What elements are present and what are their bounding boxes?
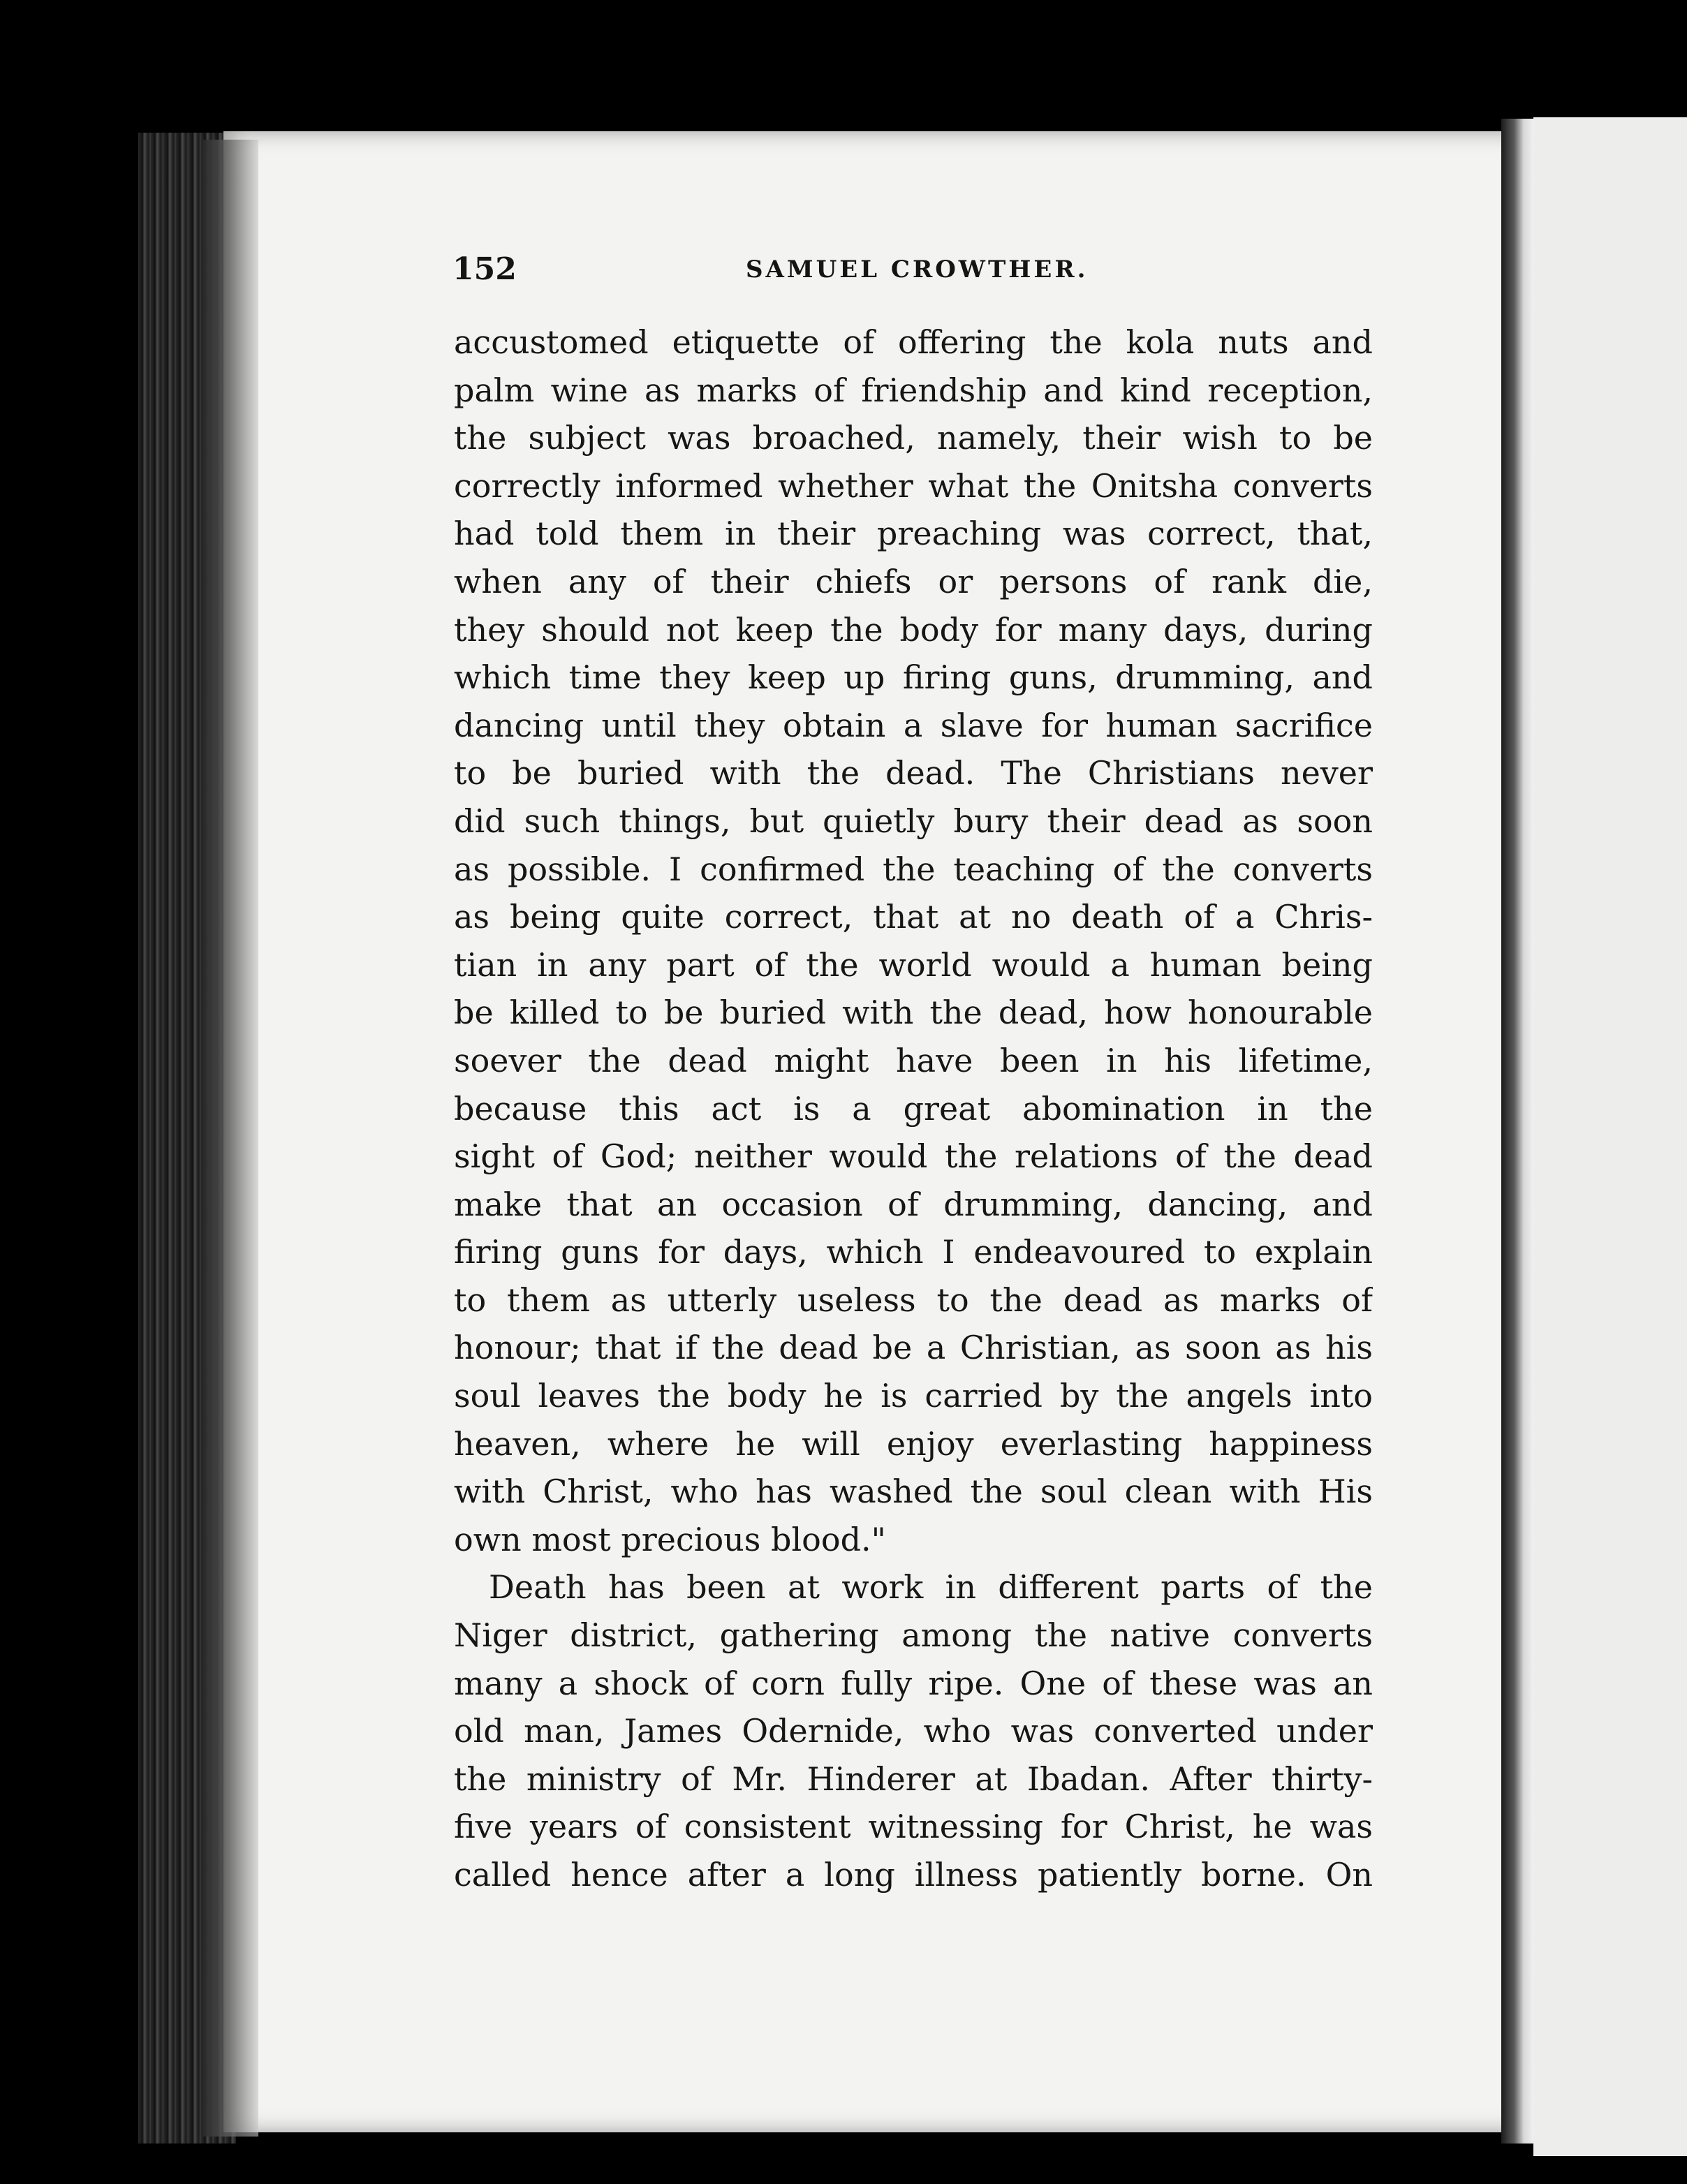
book-spine-gutter xyxy=(1501,119,1533,2144)
text-line: the ministry of Mr. Hinderer at Ibadan. After thirty- xyxy=(454,1759,1373,1798)
text-line: had told them in their preaching was correct, that, xyxy=(454,515,1373,553)
text-line: Death has been at work in different parts of the xyxy=(489,1568,1373,1607)
text-line: old man, James Odernide, who was converted under xyxy=(454,1712,1373,1750)
text-line: correctly informed whether what the Onitsha converts xyxy=(454,466,1373,505)
text-line: to them as utterly useless to the dead as marks of xyxy=(454,1281,1373,1319)
text-line: they should not keep the body for many days, during xyxy=(454,610,1373,649)
text-line: accustomed etiquette of offering the kola nuts and xyxy=(454,323,1373,361)
text-line: to be buried with the dead. The Christians never xyxy=(454,754,1373,792)
gutter-shadow xyxy=(202,140,258,2137)
text-line: called hence after a long illness patiently borne. On xyxy=(454,1856,1373,1894)
text-line: heaven, where he will enjoy everlasting happiness xyxy=(454,1424,1373,1463)
text-line: soul leaves the body he is carried by the angels into xyxy=(454,1377,1373,1415)
text-line: honour; that if the dead be a Christian, as soon as his xyxy=(454,1329,1373,1367)
text-line: as being quite correct, that at no death of a Chris- xyxy=(454,898,1373,936)
text-line: with Christ, who has washed the soul clean with His xyxy=(454,1473,1373,1511)
text-line: palm wine as marks of friendship and kind reception, xyxy=(454,371,1373,409)
text-line: make that an occasion of drumming, dancing, and xyxy=(454,1185,1373,1223)
text-line: tian in any part of the world would a human being xyxy=(454,945,1373,984)
text-line: which time they keep up firing guns, drumming, and xyxy=(454,658,1373,697)
text-line: own most precious blood." xyxy=(454,1520,886,1558)
text-line: firing guns for days, which I endeavoured to explain xyxy=(454,1233,1373,1271)
running-head: SAMUEL CROWTHER. xyxy=(746,256,1089,283)
body-text xyxy=(454,318,1373,1899)
text-line: as possible. I confirmed the teaching of the converts xyxy=(454,850,1373,888)
text-line: soever the dead might have been in his lifetime, xyxy=(454,1041,1373,1079)
text-line: many a shock of corn fully ripe. One of these was an xyxy=(454,1664,1373,1702)
page-number: 152 xyxy=(452,251,517,287)
text-line: dancing until they obtain a slave for human sacrifice xyxy=(454,706,1373,744)
facing-page-edge xyxy=(1533,117,1687,2156)
text-line: Niger district, gathering among the native converts xyxy=(454,1616,1373,1655)
text-line: sight of God; neither would the relations of the dead xyxy=(454,1137,1373,1176)
text-line: did such things, but quietly bury their dead as soon xyxy=(454,802,1373,840)
text-line: five years of consistent witnessing for Christ, he was xyxy=(454,1808,1373,1846)
text-line: be killed to be buried with the dead, how honourable xyxy=(454,994,1373,1032)
text-line: the subject was broached, namely, their wish to be xyxy=(454,419,1373,457)
text-line: because this act is a great abomination in the xyxy=(454,1089,1373,1128)
page-header xyxy=(452,251,1371,300)
text-line: when any of their chiefs or persons of rank die, xyxy=(454,562,1373,600)
